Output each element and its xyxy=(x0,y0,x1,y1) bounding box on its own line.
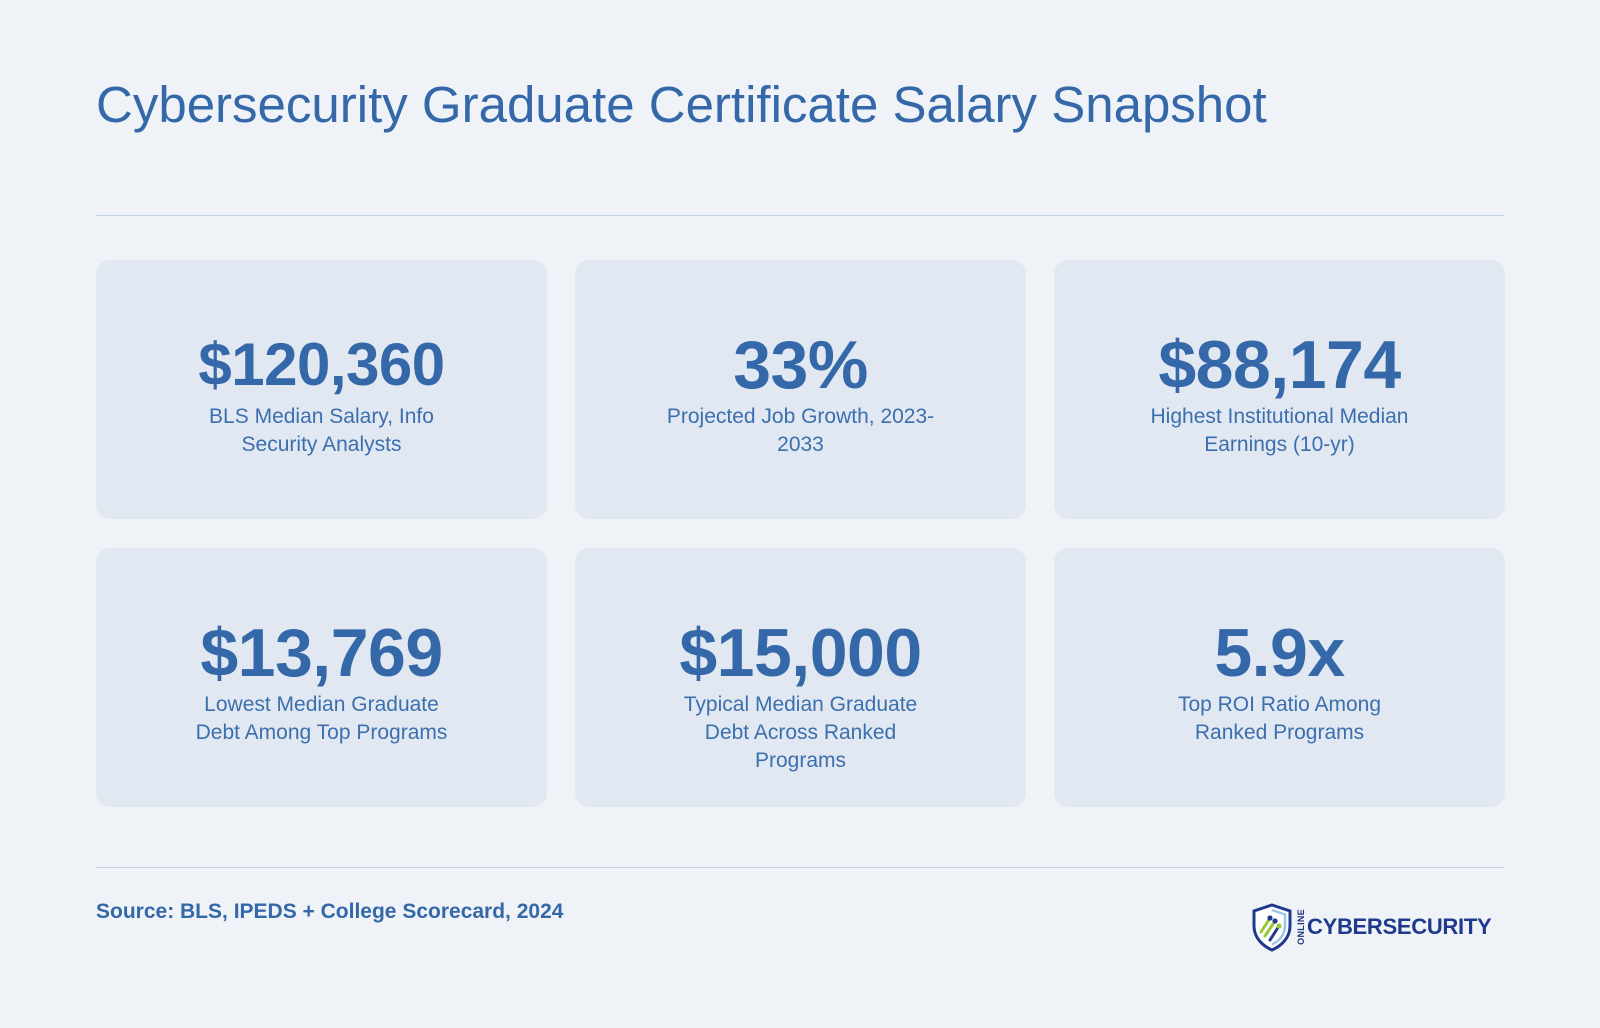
stat-card-median-salary xyxy=(96,260,547,519)
top-divider xyxy=(96,215,1504,216)
stat-value: 33% xyxy=(733,327,868,403)
stat-label: Top ROI Ratio Among Ranked Programs xyxy=(1177,693,1382,744)
stat-grid xyxy=(96,260,1504,807)
stat-value: $120,360 xyxy=(198,331,445,398)
stat-label: Highest Institutional Median Earnings (10-yr) xyxy=(1150,405,1409,456)
stat-card-lowest-debt xyxy=(96,548,547,807)
brand-logo xyxy=(1250,900,1491,954)
page-title: Cybersecurity Graduate Certificate Salary Snapshot xyxy=(96,76,1267,133)
source-citation: Source: BLS, IPEDS + College Scorecard, 2024 xyxy=(96,900,564,923)
stat-card-typical-debt xyxy=(575,548,1026,807)
stat-card-job-growth xyxy=(575,260,1026,519)
stat-value: $15,000 xyxy=(679,615,922,691)
bottom-divider xyxy=(96,867,1504,868)
stat-card-top-roi xyxy=(1054,548,1505,807)
logo-online-text: ONLINE xyxy=(1296,909,1306,945)
stat-label: Typical Median Graduate Debt Across Ranked Programs xyxy=(683,693,918,772)
stat-label: Lowest Median Graduate Debt Among Top Programs xyxy=(195,693,448,744)
stat-value: $88,174 xyxy=(1158,327,1401,403)
shield-circuit-icon xyxy=(1250,902,1294,952)
stat-value: $13,769 xyxy=(200,615,443,691)
stat-label: Projected Job Growth, 2023-2033 xyxy=(666,405,935,456)
logo-cybersecurity-text: CYBERSECURITY xyxy=(1307,914,1492,939)
stat-card-highest-earnings xyxy=(1054,260,1505,519)
stat-value: 5.9x xyxy=(1214,615,1345,691)
stat-label: BLS Median Salary, Info Security Analysts xyxy=(209,405,434,456)
